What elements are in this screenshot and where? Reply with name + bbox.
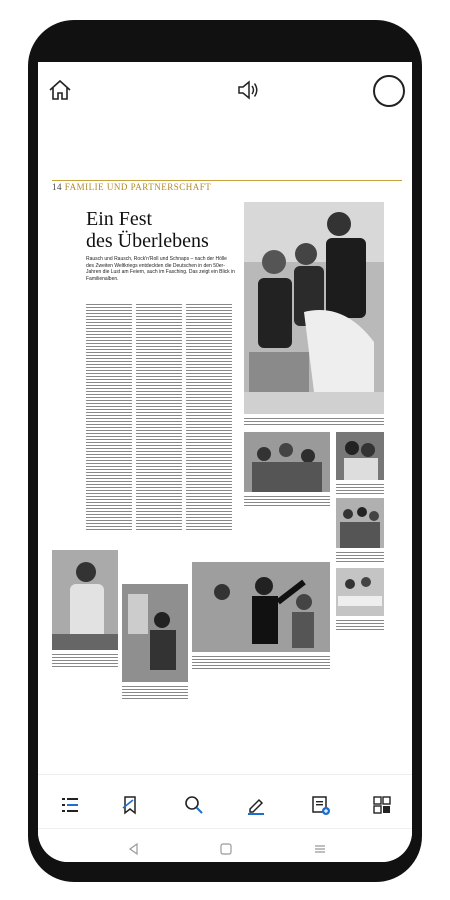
add-note-icon[interactable] — [308, 793, 332, 817]
photo-woman-costume — [52, 550, 118, 650]
title-line-1: Ein Fest — [86, 208, 153, 230]
photo-couple — [336, 432, 384, 480]
menu-icon[interactable] — [310, 839, 330, 859]
highlight-icon[interactable] — [244, 793, 268, 817]
article-lead: Rausch und Rausch, Rock'n'Roll und Schnaps – nach der Hölle des Zweiten Weltkriegs entdeckten die Deutschen in den 50er-Jahren die Lust am Feiern, auch im Fasching. Das zeigt ein Blick in Familienalben. — [86, 256, 235, 282]
home-icon[interactable] — [46, 76, 74, 104]
newspaper-page[interactable] — [52, 180, 402, 800]
photo-four-women — [244, 202, 384, 414]
photo-dancing-man — [192, 562, 330, 652]
photo-caption-8 — [336, 620, 384, 630]
photo-caption-5 — [122, 686, 188, 700]
photo-party-room — [122, 584, 188, 682]
photo-caption-4 — [52, 654, 118, 668]
profile-circle-icon[interactable] — [372, 74, 406, 108]
top-bar — [38, 62, 412, 120]
home-square-icon[interactable] — [216, 839, 236, 859]
text-column-1 — [86, 304, 132, 532]
photo-table-guests — [336, 568, 384, 616]
search-icon[interactable] — [182, 793, 206, 817]
section-title: FAMILIE UND PARTNERSCHAFT — [64, 182, 212, 192]
title-line-2: des Überlebens — [86, 230, 209, 252]
back-icon[interactable] — [124, 839, 144, 859]
header-rule — [52, 180, 402, 181]
article-title — [86, 208, 246, 252]
bottom-toolbar — [38, 774, 412, 833]
list-icon[interactable] — [58, 793, 82, 817]
photo-caption-7 — [336, 552, 384, 562]
text-column-2 — [136, 304, 182, 532]
system-nav-bar — [38, 828, 412, 862]
page-number: 14 — [52, 182, 62, 192]
grid-icon[interactable] — [370, 793, 394, 817]
section-header — [52, 182, 211, 192]
photo-caption-6 — [192, 656, 330, 670]
photo-group-1 — [244, 432, 330, 492]
photo-caption-3 — [336, 484, 384, 494]
speaker-icon[interactable] — [234, 76, 262, 104]
photo-caption-2 — [244, 496, 330, 508]
text-column-3 — [186, 304, 232, 532]
app-screen — [38, 62, 412, 862]
photo-costume-group — [336, 498, 384, 548]
photo-caption-1 — [244, 418, 384, 426]
bookmark-icon[interactable] — [118, 793, 142, 817]
